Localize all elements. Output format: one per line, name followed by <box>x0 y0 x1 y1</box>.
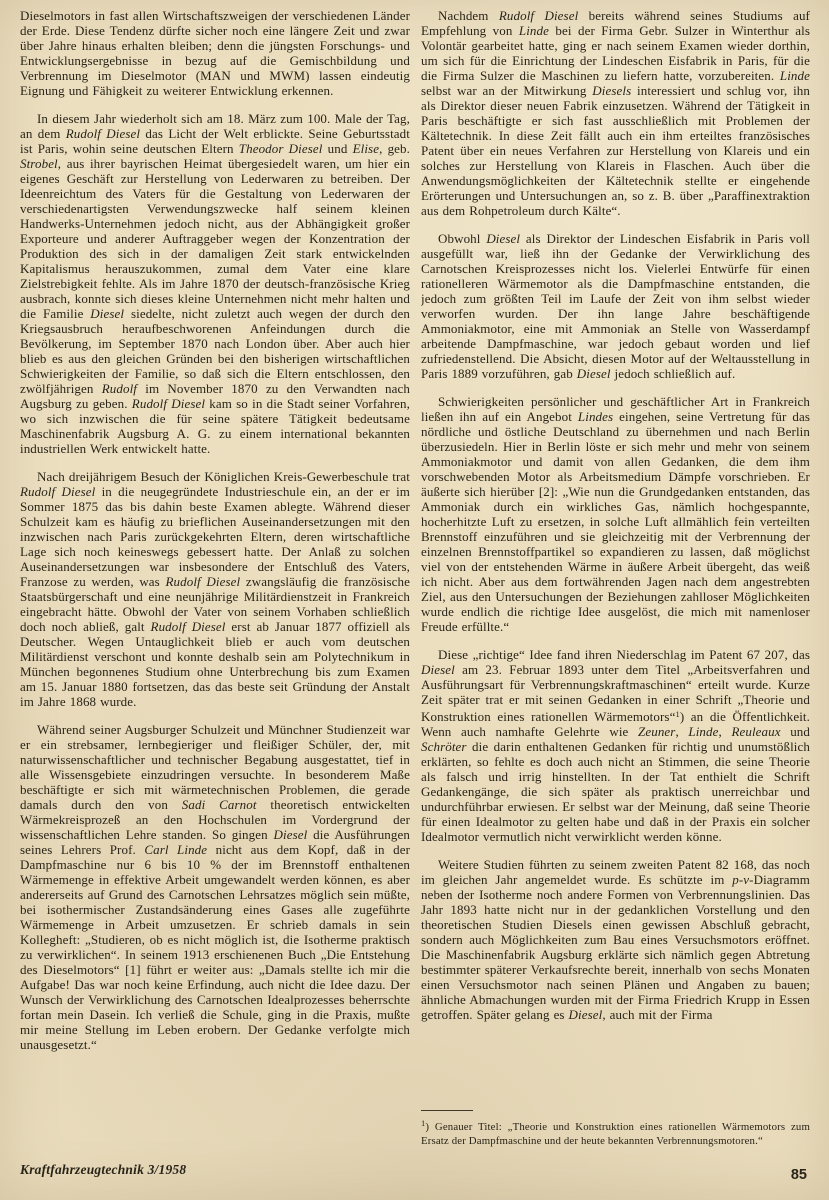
footnote-text <box>421 1117 810 1148</box>
italic-text: Rudolf Diesel <box>498 8 579 23</box>
italic-text: Rudolf Diesel <box>165 574 241 589</box>
text-segment: ) an die Öffentlichkeit. Wenn auch namhafte Gelehrte wie <box>421 709 810 739</box>
text-segment: Obwohl <box>438 231 487 246</box>
footnote-block <box>421 1110 810 1148</box>
italic-text: Elise <box>352 141 380 156</box>
paragraph <box>20 111 410 456</box>
italic-text: Strobel <box>20 156 58 171</box>
italic-text: Linde <box>518 23 549 38</box>
italic-text: Linde <box>688 724 719 739</box>
text-segment: theoretisch entwickelten Wärmekreisprozeß an den Hochschulen im Vordergrund der wissenschaftlichen Lehre standen. So gingen <box>20 797 410 842</box>
italic-text: Diesel <box>576 366 611 381</box>
italic-text: Zeuner <box>638 724 676 739</box>
italic-text: Lindes <box>577 409 614 424</box>
italic-text: Diesel <box>90 306 125 321</box>
italic-text: p-v <box>732 872 750 887</box>
text-segment: selbst war an der Mitwirkung <box>421 83 593 98</box>
text-segment: , <box>675 724 689 739</box>
italic-text: Rudolf Diesel <box>65 126 141 141</box>
text-segment: Dieselmotors in fast allen Wirtschaftszweigen der verschiedenen Länder der Erde. Diese Tendenz dürfte sicher noch eine längere Zeit und zwar über Jahre hinaus erhalten bleiben; denn die jüngsten Forschungs- und Entwicklungsergebnisse in bezug auf die Gemischbildung und Verbrennung im Dieselmotor (MAN und MWM) lassen eindeutig Eignung und Fähigkeit zu weiterer Entwicklung erkennen. <box>20 8 410 98</box>
footnote-marker: 1 <box>421 1118 426 1128</box>
text-segment: und <box>780 724 810 739</box>
text-segment: , auch mit der Firma <box>602 1007 713 1022</box>
italic-text: Diesel <box>421 662 455 677</box>
text-segment: , <box>718 724 732 739</box>
text-segment: -Diagramm neben der Isotherme noch andere Formen von Verbrennungslinien. Das Jahr 1893 hatte nicht nur in der gedanklichen Vorstellung und den theoretischen Studien Diesels einen gewissen Abschluß gebracht, sondern auch Möglichkeiten zum Bau eines Versuchsmotors eröffnet. Die Maschinenfabrik Augsburg erklärte sich nämlich gegen Abtretung bestimmter späterer Verkaufsrechte bereit, innerhalb von sechs Monaten einen Versuchsmotor nach seinen Plänen und Angaben zu bauen; ähnliche Abmachungen wurden mit der Firma Friedrich Krupp in Essen getroffen. Später gelang es <box>421 872 810 1022</box>
paragraph <box>421 647 810 844</box>
text-segment: als Direktor der Lindeschen Eisfabrik in Paris voll ausgefüllt war, ließ ihn der Gedanke der Verwirklichung des Carnotschen Kreisprozesses nicht los. Vielerlei Entwürfe für einen rationelleren Wärmemotor als die Dampfmaschine entstanden, die jedoch zum größten Teil im Laufe der Zeit von ihm selbst wieder verworfen wurden. Der ihn lange Jahre beschäftigende Ammoniakmotor, eine mit Ammoniak an Stelle von Wasserdampf arbeitende Dampfmaschine, war jedoch gebaut worden und lief zufriedenstellend. Die Absicht, diesen Motor auf der Weltausstellung in Paris 1889 vorzuführen, gab <box>421 231 810 381</box>
text-segment: erst ab Januar 1877 offiziell als Deutscher. Wegen Untauglichkeit blieb er auch vom deutschen Militärdienst verschont und konnte deshalb sein am Polytechnikum in München begonnenes Studium ohne Unterbrechung bis zum Examen am 15. Januar 1880 fortsetzen, das das beste seit Gründung der Anstalt im Jahre 1868 wurde. <box>20 619 410 709</box>
italic-text: Theodor Diesel <box>238 141 323 156</box>
text-segment: nicht aus dem Kopf, daß in der Dampfmaschine nur 6 bis 10 % der im Brennstoff enthaltenen Wärmemenge in effektive Arbeit umgewandelt werden können, es aber andererseits auf Grund des Carnotschen Lehrsatzes möglich sein müßte, bei isothermischer Zustandsänderung eines Gases alle zugeführte Wärmemenge in Arbeit umzusetzen. Er schrieb damals in sein Kollegheft: „Studieren, ob es nicht möglich ist, die Isotherme praktisch zu verwirklichen“. In seinem 1913 erschienenen Buch „Die Entstehung des Dieselmotors“ [1] führt er weiter aus: „Damals stellte ich mir die Aufgabe! Das war noch keine Erfindung, auch nicht die Idee dazu. Der Wunsch der Verwirklichung des Carnotschen Idealprozesses beherrschte fortan mein Dasein. Ich verließ die Schule, ging in die Praxis, mußte mir meine Stellung im Leben erobern. Der Gedanke verfolgte mich unausgesetzt.“ <box>20 842 410 1052</box>
paragraph <box>20 469 410 709</box>
italic-text: Linde <box>779 68 810 83</box>
text-segment: am 23. Februar 1893 unter dem Titel „Arbeitsverfahren und Ausführungsart für Verbrennungskraftmaschinen“ erteilt wurde. Kurze Zeit später trat er mit seinen Gedanken in einer Schrift „Theorie und Konstruktion eines rationellen Wärmemotors“ <box>421 662 810 724</box>
text-segment: das Licht der Welt erblickte. Seine Geburtsstadt ist Paris, wohin seine deutschen Eltern <box>20 126 410 156</box>
text-segment: Schwierigkeiten persönlicher und geschäftlicher Art in Frankreich ließen ihn auf ein Angebot <box>421 394 810 424</box>
italic-text: Sadi Carnot <box>181 797 257 812</box>
italic-text: Carl Linde <box>144 842 208 857</box>
italic-text: Diesel <box>568 1007 603 1022</box>
text-segment: Weitere Studien führten zu seinem zweiten Patent 82 168, das noch im gleichen Jahr angemeldet wurde. Es schützte im <box>421 857 810 887</box>
text-segment: ) Genauer Titel: „Theorie und Konstruktion eines rationellen Wärmemotors zum Ersatz der Dampfmaschine und der heute bekannten Verbrennungsmotoren.“ <box>421 1121 810 1147</box>
italic-text: Rudolf Diesel <box>150 619 226 634</box>
text-segment: Nachdem <box>438 8 499 23</box>
text-segment: in die neugegründete Industrieschule ein, an der er im Sommer 1875 das bis dahin beste Examen ablegte. Während dieser Schulzeit kam es häufig zu brieflichen Auseinandersetzungen mit den inzwischen nach Paris zurückgekehrten Eltern, deren wirtschaftliche Lage sich noch keineswegs gebessert hatte. Der Anlaß zu solchen Auseinandersetzungen war insbesondere der Entschluß des Vaters, Franzose zu werden, was <box>20 484 410 589</box>
footnote-separator-rule <box>421 1110 473 1111</box>
text-segment: und <box>322 141 353 156</box>
text-segment: die Ausführungen seines Lehrers Prof. <box>20 827 410 857</box>
text-segment: interessiert und schlug vor, ihn als Direktor dieser neuen Fabrik einzusetzen. Während der Tätigkeit in Paris beschäftigte er sich fast ausschließlich mit Problemen der Kältetechnik. In diese Zeit fällt auch ein ihm erteiltes französisches Patent über ein neues Verfahren zur Herstellung von Klareis und ein solches zur Herstellung von Klareis in Flaschen. Auch über die Anwendungsmöglichkeiten der Kältetechnik stellte er eingehende Erörterungen und Untersuchungen an, so z. B. über „Paraffinextraktion aus dem Rohpetroleum durch Kälte“. <box>421 83 810 218</box>
italic-text: Diesel <box>486 231 521 246</box>
text-segment: Während seiner Augsburger Schulzeit und Münchner Studienzeit war er ein strebsamer, lernbegieriger und fleißiger Schüler, der, mit naturwissenschaftlicher und technischer Begabung ausgestattet, tief in alle Wissensgebiete einzudringen versuchte. In besonderem Maße beschäftigte er sich mit wärmetechnischen Problemen, die gerade damals durch den von <box>20 722 410 812</box>
paragraph <box>20 722 410 1052</box>
text-segment: zwangsläufig die französische Staatsbürgerschaft und eine neunjährige Militärdienstzeit in Frankreich eingebracht hätte. Obwohl der Vater von seinem Vorhaben schließlich doch noch abließ, galt <box>20 574 410 634</box>
italic-text: Rudolf Diesel <box>20 484 96 499</box>
paragraph <box>421 394 810 634</box>
italic-text: Rudolf <box>101 381 137 396</box>
text-segment: , aus ihrer bayrischen Heimat übergesiedelt waren, um hier ein eigenes Geschäft zur Herstellung von Lederwaren zu betreiben. Der Ideenreichtum des Vaters für die Gestaltung von Lederwaren der verschiedenartigsten Verwendungszwecke half seinem kleinen Handwerks-Unternehmen jedoch nicht, aus der Abhängigkeit großer Exporteure und anderer Auftraggeber wegen der Konzentration der Produktion des sich in der damaligen Zeit stark entwickelnden Kapitalismus herauszukommen, zumal dem Vater eine klare Zielstrebigkeit fehlte. Als im Jahre 1870 der deutsch-französische Krieg ausbrach, konnte sich dieses kleine Unternehmen nicht mehr halten und die Familie <box>20 156 410 321</box>
paragraph <box>20 8 410 98</box>
italic-text: Reuleaux <box>731 724 781 739</box>
text-segment: eingehen, seine Vertretung für das nördliche und östliche Deutschland zu übernehmen und nach Berlin überzusiedeln. Hier in Berlin löste er sich mehr und mehr von seinem Ammoniakmotor und damit von allen Gedanken, die dem ihm vorschwebenden Motor als Arbeitsmedium Dämpfe vorschrieben. Er äußerte sich hierüber [2]: „Wie nun die Grundgedanken entstanden, das Ammoniak durch ein wirkliches Gas, nämlich hochgespannte, hocherhitzte Luft zu ersetzen, in solche Luft allmählich fein verteilten Brennstoff einzuführen und sie gleichzeitig mit der Verbrennung der einzelnen Brennstoffpartikel so expandieren zu lassen, daß möglichst viel von der entstehenden Wärme in äußere Arbeit übergeht, das weiß ich nicht. Aber aus dem fortwährenden Jagen nach dem angestrebten Ziel, aus den Untersuchungen der Beziehungen zahlloser Möglichkeiten wurde endlich die richtige Idee ausgelöst, die mich mit namenloser Freude erfüllte.“ <box>421 409 810 634</box>
right-column <box>421 8 810 1104</box>
journal-footer: Kraftfahrzeugtechnik 3/1958 <box>20 1162 187 1177</box>
page-number: 85 <box>790 1167 807 1183</box>
text-segment: Diese „richtige“ Idee fand ihren Niederschlag im Patent 67 207, das <box>438 647 810 662</box>
text-segment: bei der Firma Gebr. Sulzer in Winterthur als Volontär gearbeitet hatte, ging er nach seinem Examen wieder dorthin, um sich für die Einrichtung der Lindeschen Eisfabrik in Paris, für die die Firma Sulzer die Maschinen zu liefern hatte, vorzubereiten. <box>421 23 810 83</box>
italic-text: Schröter <box>421 739 467 754</box>
italic-text: Diesel <box>273 827 308 842</box>
text-segment: bereits während seines Studiums auf Empfehlung von <box>421 8 810 38</box>
paragraph <box>421 857 810 1022</box>
text-segment: , geb. <box>379 141 410 156</box>
paragraph <box>421 8 810 218</box>
text-segment: jedoch schließlich auf. <box>610 366 736 381</box>
text-segment: kam so in die Stadt seiner Vorfahren, wo sich inzwischen die für seine spätere Tätigkeit bedeutsame Maschinenfabrik Augsburg A. G. zu einem international bekannten industriellen Werk entwickelt hatte. <box>20 396 410 456</box>
text-segment: die darin enthaltenen Gedanken für richtig und unumstößlich erklärten, so fehlte es doch auch nicht an Stimmen, die seine Theorie als falsch und irrig hinstellten. In der Tat enthielt die Schrift Gedankengänge, die sich später als praktisch unerreichbar und undurchführbar erwiesen. Er selbst war der Meinung, daß seine Theorie für einen Idealmotor zu gelten habe und daß in der Praxis ein solcher Idealmotor vermutlich nicht verwirklicht werden könne. <box>421 739 810 844</box>
paragraph <box>421 231 810 381</box>
footnote-marker: 1 <box>675 709 680 719</box>
left-column <box>20 8 410 1154</box>
text-segment: Nach dreijährigem Besuch der Königlichen Kreis-Gewerbeschule trat <box>37 469 410 484</box>
text-segment: In diesem Jahr wiederholt sich am 18. März zum 100. Male der Tag, an dem <box>20 111 410 141</box>
text-segment: im November 1870 zu den Verwandten nach Augsburg zu geben. <box>20 381 410 411</box>
italic-text: Rudolf Diesel <box>131 396 206 411</box>
text-segment: siedelte, nicht zuletzt auch wegen der durch den Kriegsausbruch heraufbeschworenen Anfeindungen durch die Bevölkerung, im September 1870 nach London über. Aber auch hier blieb es aus den gleichen Gründen bei den bisherigen wirtschaftlichen Schwierigkeiten der Familie, so daß sich die Eltern entschlossen, den zwölfjährigen <box>20 306 410 396</box>
italic-text: Diesels <box>592 83 632 98</box>
